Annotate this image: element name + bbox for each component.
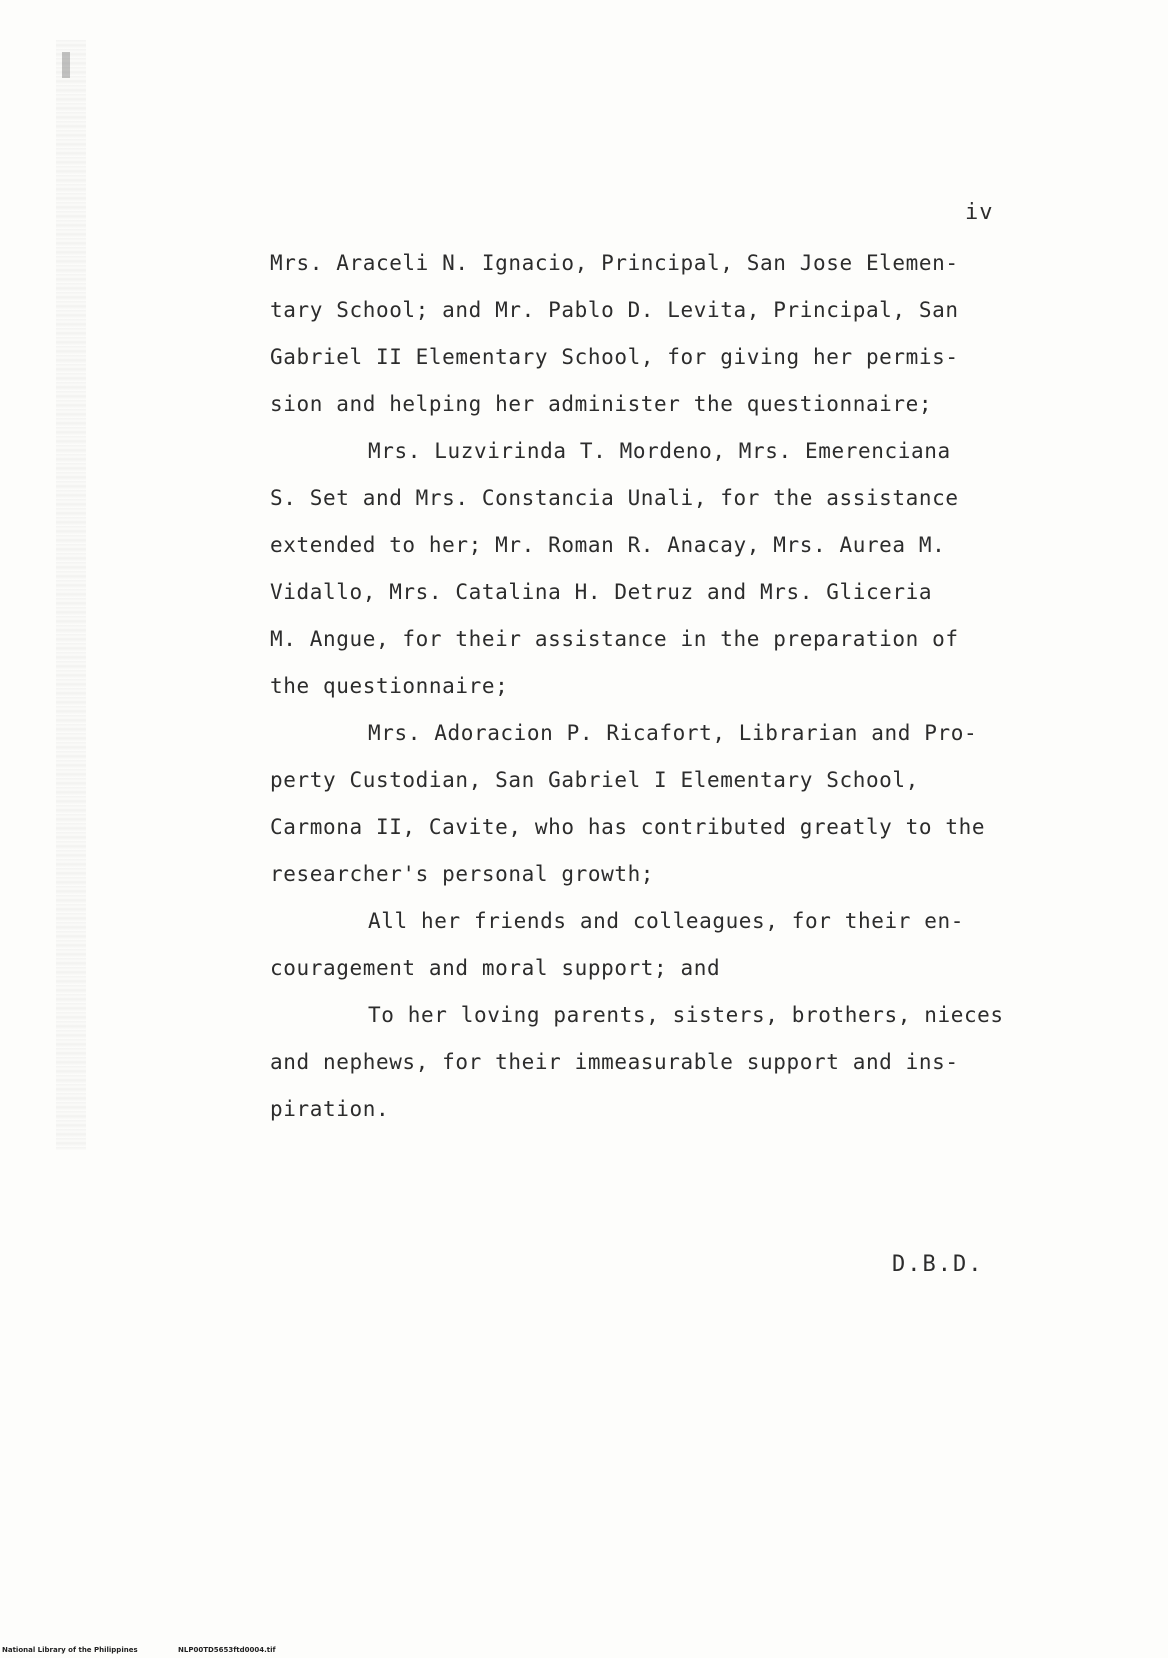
page-number: iv	[965, 200, 994, 225]
text-line: extended to her; Mr. Roman R. Anacay, Mrs. Aurea M.	[270, 533, 946, 557]
footer-library: National Library of the Philippines	[2, 1646, 138, 1654]
text-line: Mrs. Luzvirinda T. Mordeno, Mrs. Emerenciana	[368, 439, 951, 463]
text-line: Carmona II, Cavite, who has contributed greatly to the	[270, 815, 986, 839]
text-line: S. Set and Mrs. Constancia Unali, for the assistance	[270, 486, 959, 510]
text-line: the questionnaire;	[270, 674, 509, 698]
text-line: and nephews, for their immeasurable support and ins-	[270, 1050, 959, 1074]
text-line: Mrs. Araceli N. Ignacio, Principal, San Jose Elemen-	[270, 251, 959, 275]
footer-file: NLP00TD5653ftd0004.tif	[178, 1646, 276, 1654]
scan-edge-noise	[56, 40, 86, 1150]
text-line: Vidallo, Mrs. Catalina H. Detruz and Mrs. Gliceria	[270, 580, 933, 604]
text-line: To her loving parents, sisters, brothers, nieces	[368, 1003, 1004, 1027]
scan-footer	[0, 1644, 1168, 1658]
text-line: M. Angue, for their assistance in the preparation of	[270, 627, 959, 651]
text-line: Gabriel II Elementary School, for giving her permis-	[270, 345, 959, 369]
text-line: researcher's personal growth;	[270, 862, 655, 886]
text-line: piration.	[270, 1097, 390, 1121]
acknowledgment-body	[270, 240, 1040, 1133]
text-line: couragement and moral support; and	[270, 956, 721, 980]
signature-initials: D.B.D.	[892, 1252, 984, 1277]
scan-mark	[62, 52, 70, 78]
text-line: sion and helping her administer the questionnaire;	[270, 392, 933, 416]
text-line: perty Custodian, San Gabriel I Elementary School,	[270, 768, 919, 792]
text-line: All her friends and colleagues, for their en-	[368, 909, 964, 933]
text-line: tary School; and Mr. Pablo D. Levita, Principal, San	[270, 298, 959, 322]
text-line: Mrs. Adoracion P. Ricafort, Librarian and Pro-	[368, 721, 978, 745]
